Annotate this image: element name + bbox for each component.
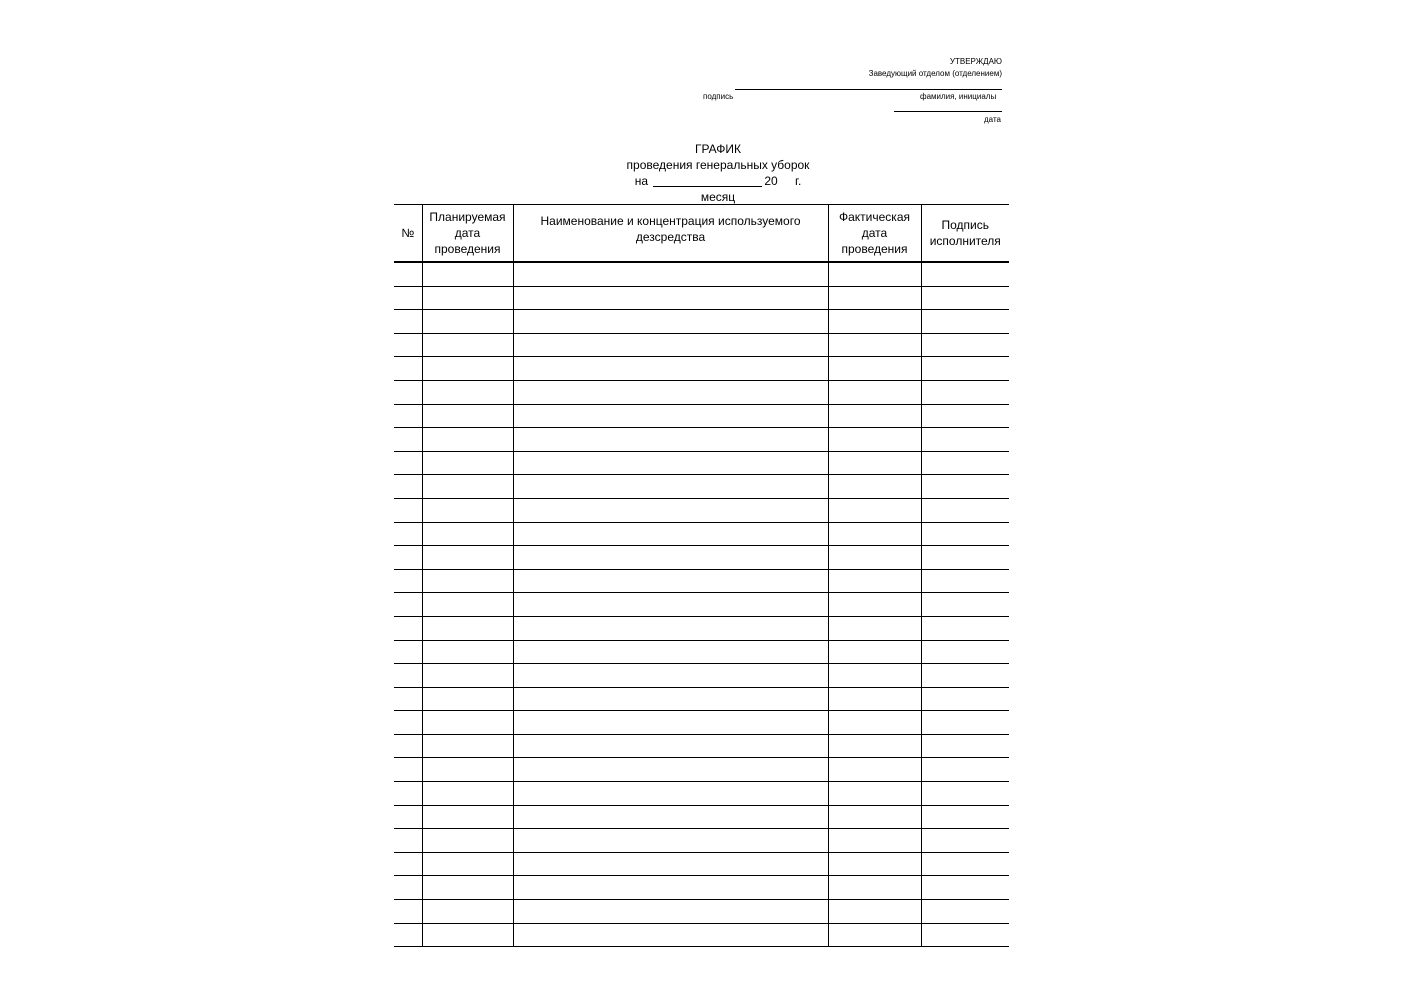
date-caption: дата [984, 115, 1001, 124]
cell-number [394, 687, 422, 711]
cell-executor-signature [921, 286, 1009, 310]
cell-disinfectant [513, 310, 828, 334]
cell-planned-date [422, 640, 513, 664]
document-title: ГРАФИК [694, 142, 742, 156]
cell-disinfectant [513, 262, 828, 286]
cell-actual-date [828, 569, 921, 593]
cell-disinfectant [513, 664, 828, 688]
cell-number [394, 782, 422, 806]
date-line [894, 111, 1002, 112]
cell-disinfectant [513, 687, 828, 711]
table-header-row [394, 205, 1009, 263]
cell-number [394, 380, 422, 404]
cell-executor-signature [921, 782, 1009, 806]
cell-executor-signature [921, 734, 1009, 758]
cell-disinfectant [513, 593, 828, 617]
cell-disinfectant [513, 569, 828, 593]
cell-disinfectant [513, 923, 828, 947]
cell-number [394, 616, 422, 640]
table-row [394, 357, 1009, 381]
cell-planned-date [422, 286, 513, 310]
cell-number [394, 333, 422, 357]
cell-actual-date [828, 475, 921, 499]
cell-executor-signature [921, 569, 1009, 593]
cell-actual-date [828, 286, 921, 310]
cell-disinfectant [513, 428, 828, 452]
cell-executor-signature [921, 900, 1009, 924]
cell-executor-signature [921, 664, 1009, 688]
cell-number [394, 711, 422, 735]
period-prefix: на [634, 174, 648, 188]
table-row [394, 498, 1009, 522]
cell-executor-signature [921, 357, 1009, 381]
cell-number [394, 475, 422, 499]
cell-actual-date [828, 451, 921, 475]
month-blank [653, 175, 762, 187]
cell-disinfectant [513, 829, 828, 853]
cell-planned-date [422, 451, 513, 475]
cleaning-schedule-table [394, 204, 1009, 947]
cell-executor-signature [921, 852, 1009, 876]
cell-executor-signature [921, 805, 1009, 829]
table-row [394, 782, 1009, 806]
cell-number [394, 569, 422, 593]
cell-number [394, 734, 422, 758]
cell-executor-signature [921, 711, 1009, 735]
cell-planned-date [422, 498, 513, 522]
table-row [394, 451, 1009, 475]
cell-actual-date [828, 333, 921, 357]
table-row [394, 805, 1009, 829]
table-row [394, 664, 1009, 688]
cell-number [394, 852, 422, 876]
table-row [394, 640, 1009, 664]
header-actual-date: Фактическая дата проведения [828, 205, 921, 263]
cell-number [394, 451, 422, 475]
cell-planned-date [422, 805, 513, 829]
cell-number [394, 923, 422, 947]
cell-actual-date [828, 616, 921, 640]
signature-name-line [735, 89, 1002, 90]
cell-planned-date [422, 475, 513, 499]
cell-number [394, 805, 422, 829]
header-number: № [394, 205, 422, 263]
cell-number [394, 522, 422, 546]
cell-actual-date [828, 380, 921, 404]
table-row [394, 876, 1009, 900]
month-caption: месяц [700, 190, 736, 204]
name-initials-caption: фамилия, инициалы [920, 92, 997, 101]
cell-actual-date [828, 805, 921, 829]
cell-disinfectant [513, 546, 828, 570]
table-row [394, 923, 1009, 947]
cell-actual-date [828, 758, 921, 782]
table-row [394, 262, 1009, 286]
cell-planned-date [422, 782, 513, 806]
table-row [394, 333, 1009, 357]
cell-number [394, 428, 422, 452]
cell-actual-date [828, 852, 921, 876]
table-row [394, 380, 1009, 404]
cell-actual-date [828, 664, 921, 688]
table-row [394, 428, 1009, 452]
cell-number [394, 546, 422, 570]
cell-number [394, 310, 422, 334]
document-subtitle: проведения генеральных уборок [626, 158, 810, 172]
table-row [394, 852, 1009, 876]
cell-actual-date [828, 782, 921, 806]
cell-planned-date [422, 404, 513, 428]
table-row [394, 687, 1009, 711]
cell-actual-date [828, 593, 921, 617]
header-planned-date: Планируемая дата проведения [422, 205, 513, 263]
cell-planned-date [422, 758, 513, 782]
cell-disinfectant [513, 286, 828, 310]
cell-executor-signature [921, 380, 1009, 404]
cell-executor-signature [921, 593, 1009, 617]
cell-executor-signature [921, 923, 1009, 947]
cell-number [394, 758, 422, 782]
cell-disinfectant [513, 782, 828, 806]
cell-planned-date [422, 357, 513, 381]
cell-executor-signature [921, 522, 1009, 546]
table-row [394, 522, 1009, 546]
cell-planned-date [422, 687, 513, 711]
cell-disinfectant [513, 876, 828, 900]
cell-disinfectant [513, 852, 828, 876]
table-row [394, 734, 1009, 758]
cell-planned-date [422, 852, 513, 876]
cell-disinfectant [513, 357, 828, 381]
cell-number [394, 357, 422, 381]
cell-number [394, 829, 422, 853]
cell-executor-signature [921, 428, 1009, 452]
cell-number [394, 286, 422, 310]
cell-actual-date [828, 428, 921, 452]
cell-executor-signature [921, 829, 1009, 853]
header-executor-signature: Подпись исполнителя [921, 205, 1009, 263]
cell-actual-date [828, 734, 921, 758]
cell-planned-date [422, 616, 513, 640]
cell-disinfectant [513, 475, 828, 499]
cell-planned-date [422, 310, 513, 334]
cell-disinfectant [513, 711, 828, 735]
cell-number [394, 900, 422, 924]
cell-executor-signature [921, 498, 1009, 522]
cell-executor-signature [921, 640, 1009, 664]
cell-disinfectant [513, 333, 828, 357]
table-row [394, 758, 1009, 782]
cell-disinfectant [513, 900, 828, 924]
cell-planned-date [422, 569, 513, 593]
cell-number [394, 262, 422, 286]
cell-planned-date [422, 428, 513, 452]
cell-planned-date [422, 380, 513, 404]
table-row [394, 286, 1009, 310]
cell-executor-signature [921, 687, 1009, 711]
cell-planned-date [422, 546, 513, 570]
table-row [394, 310, 1009, 334]
year-prefix: 20 [764, 174, 778, 188]
approve-label: УТВЕРЖДАЮ [949, 57, 1002, 66]
cell-executor-signature [921, 546, 1009, 570]
cell-executor-signature [921, 758, 1009, 782]
cell-planned-date [422, 333, 513, 357]
cell-planned-date [422, 664, 513, 688]
cell-actual-date [828, 404, 921, 428]
signature-caption: подпись [703, 92, 734, 101]
cell-actual-date [828, 687, 921, 711]
cell-actual-date [828, 829, 921, 853]
cell-executor-signature [921, 876, 1009, 900]
cell-actual-date [828, 711, 921, 735]
cell-number [394, 640, 422, 664]
table-body [394, 262, 1009, 947]
cell-actual-date [828, 876, 921, 900]
cell-actual-date [828, 310, 921, 334]
cell-number [394, 404, 422, 428]
table-row [394, 829, 1009, 853]
cell-planned-date [422, 734, 513, 758]
cell-planned-date [422, 593, 513, 617]
cell-planned-date [422, 923, 513, 947]
cell-executor-signature [921, 310, 1009, 334]
cell-disinfectant [513, 640, 828, 664]
table-row [394, 475, 1009, 499]
cell-planned-date [422, 522, 513, 546]
head-of-department-label: Заведующий отделом (отделением) [868, 69, 1002, 78]
cell-executor-signature [921, 475, 1009, 499]
cell-disinfectant [513, 380, 828, 404]
cell-disinfectant [513, 404, 828, 428]
cell-executor-signature [921, 333, 1009, 357]
cell-executor-signature [921, 616, 1009, 640]
cell-number [394, 664, 422, 688]
table-row [394, 900, 1009, 924]
cell-planned-date [422, 262, 513, 286]
table-row [394, 616, 1009, 640]
cell-disinfectant [513, 758, 828, 782]
table-row [394, 546, 1009, 570]
cell-executor-signature [921, 451, 1009, 475]
cell-number [394, 498, 422, 522]
cell-disinfectant [513, 522, 828, 546]
cell-actual-date [828, 923, 921, 947]
cell-disinfectant [513, 451, 828, 475]
cell-actual-date [828, 357, 921, 381]
table-row [394, 404, 1009, 428]
table-row [394, 711, 1009, 735]
cell-disinfectant [513, 498, 828, 522]
cell-planned-date [422, 876, 513, 900]
cell-disinfectant [513, 616, 828, 640]
year-suffix: г. [795, 174, 802, 188]
cell-disinfectant [513, 805, 828, 829]
cell-actual-date [828, 262, 921, 286]
header-disinfectant: Наименование и концентрация используемого дезсредства [513, 205, 828, 263]
cell-number [394, 593, 422, 617]
period-line [394, 175, 1042, 187]
cell-actual-date [828, 640, 921, 664]
table-row [394, 593, 1009, 617]
cell-executor-signature [921, 262, 1009, 286]
cell-actual-date [828, 498, 921, 522]
cell-planned-date [422, 900, 513, 924]
cell-planned-date [422, 711, 513, 735]
cell-number [394, 876, 422, 900]
cell-disinfectant [513, 734, 828, 758]
cell-actual-date [828, 522, 921, 546]
cell-executor-signature [921, 404, 1009, 428]
cell-actual-date [828, 900, 921, 924]
cell-planned-date [422, 829, 513, 853]
table-row [394, 569, 1009, 593]
cell-actual-date [828, 546, 921, 570]
